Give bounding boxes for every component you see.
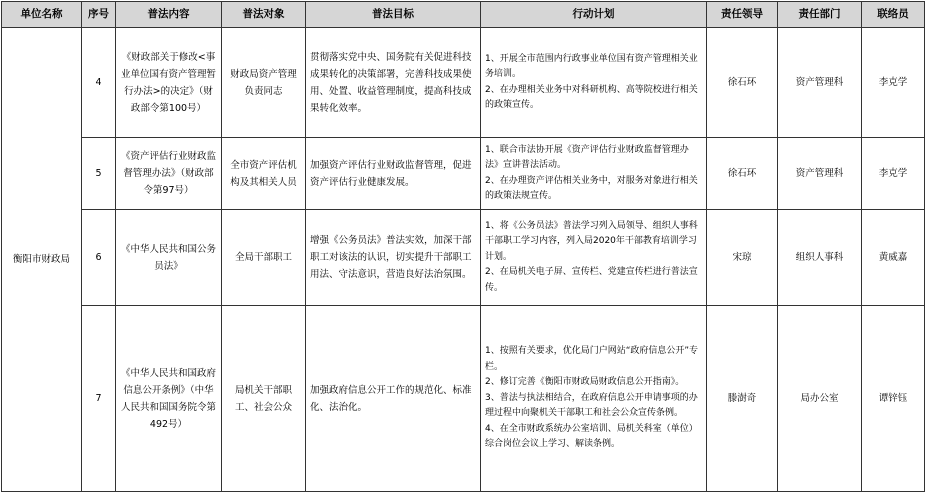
liaison: 李克学 (862, 28, 925, 138)
promotion-target: 财政局资产管理负责同志 (222, 28, 306, 138)
promotion-goal: 贯彻落实党中央、国务院有关促进科技成果转化的决策部署，完善科技成果使用、处置、收益管理制度，提高科技成果转化效率。 (306, 28, 481, 138)
promotion-target: 局机关干部职工、社会公众 (222, 306, 306, 492)
responsible-leader: 徐石环 (707, 138, 778, 210)
header-liaison: 联络员 (862, 2, 925, 28)
promotion-goal: 加强政府信息公开工作的规范化、标准化、法治化。 (306, 306, 481, 492)
plan-item: 2、修订完善《衡阳市财政局财政信息公开指南》。 (485, 377, 685, 388)
row-number: 6 (82, 210, 116, 306)
row-number: 5 (82, 138, 116, 210)
responsible-dept: 资产管理科 (778, 28, 862, 138)
unit-name-cell: 衡阳市财政局 (2, 28, 82, 492)
promotion-content: 《中华人民共和国政府信息公开条例》（中华人民共和国国务院令第492号） (116, 306, 222, 492)
header-target: 普法对象 (222, 2, 306, 28)
header-dept: 责任部门 (778, 2, 862, 28)
header-row (2, 2, 925, 28)
plan-item: 2、在办理资产评估相关业务中，对服务对象进行相关的政策法规宣传。 (485, 175, 698, 201)
header-leader: 责任领导 (707, 2, 778, 28)
promotion-target: 全局干部职工 (222, 210, 306, 306)
plan-item: 4、在全市财政系统办公室培训、局机关科室（单位）综合岗位会议上学习、解读条例。 (485, 423, 698, 450)
table-row (2, 306, 925, 492)
promotion-goal: 加强资产评估行业财政监督管理，促进资产评估行业健康发展。 (306, 138, 481, 210)
promotion-content: 《资产评估行业财政监督管理办法》（财政部令第97号） (116, 138, 222, 210)
plan-item: 1、将《公务员法》普法学习列入局领导、组织人事科干部职工学习内容，列入局2020年干部教育培训学习计划。 (485, 220, 698, 262)
header-content: 普法内容 (116, 2, 222, 28)
action-plan (481, 210, 707, 306)
responsible-leader: 宋琼 (707, 210, 778, 306)
header-goal: 普法目标 (306, 2, 481, 28)
header-plan: 行动计划 (481, 2, 707, 28)
action-plan (481, 138, 707, 210)
liaison: 谭锌钰 (862, 306, 925, 492)
responsible-dept: 组织人事科 (778, 210, 862, 306)
table-row (2, 210, 925, 306)
row-number: 7 (82, 306, 116, 492)
liaison: 黄威嘉 (862, 210, 925, 306)
responsible-leader: 滕澍奇 (707, 306, 778, 492)
promotion-goal: 增强《公务员法》普法实效，加深干部职工对该法的认识，切实提升干部职工用法、守法意识，营造良好法治氛围。 (306, 210, 481, 306)
plan-item: 2、在局机关电子屏、宣传栏、党建宣传栏进行普法宣传。 (485, 267, 698, 293)
table-row (2, 138, 925, 210)
row-number: 4 (82, 28, 116, 138)
header-number: 序号 (82, 2, 116, 28)
responsible-dept: 资产管理科 (778, 138, 862, 210)
promotion-target: 全市资产评估机构及其相关人员 (222, 138, 306, 210)
plan-item: 2、在办理相关业务中对科研机构、高等院校进行相关的政策宣传。 (485, 84, 698, 110)
action-plan (481, 306, 707, 492)
plan-item: 1、按照有关要求，优化局门户网站“政府信息公开”专栏。 (485, 346, 699, 372)
table-row (2, 28, 925, 138)
responsible-dept: 局办公室 (778, 306, 862, 492)
promotion-content: 《中华人民共和国公务员法》 (116, 210, 222, 306)
responsible-leader: 徐石环 (707, 28, 778, 138)
plan-item: 1、开展全市范围内行政事业单位国有资产管理相关业务培训。 (485, 53, 698, 79)
law-promotion-table (1, 1, 925, 492)
header-unit: 单位名称 (2, 2, 82, 28)
action-plan (481, 28, 707, 138)
plan-item: 3、普法与执法相结合，在政府信息公开申请事项的办理过程中向聚机关干部职工和社会公众宣传条例。 (485, 392, 698, 419)
promotion-content: 《财政部关于修改<事业单位国有资产管理暂行办法>的决定》（财政部令第100号） (116, 28, 222, 138)
liaison: 李克学 (862, 138, 925, 210)
plan-item: 1、联合市法协开展《资产评估行业财政监督管理办法》宣讲普法活动。 (485, 144, 689, 170)
